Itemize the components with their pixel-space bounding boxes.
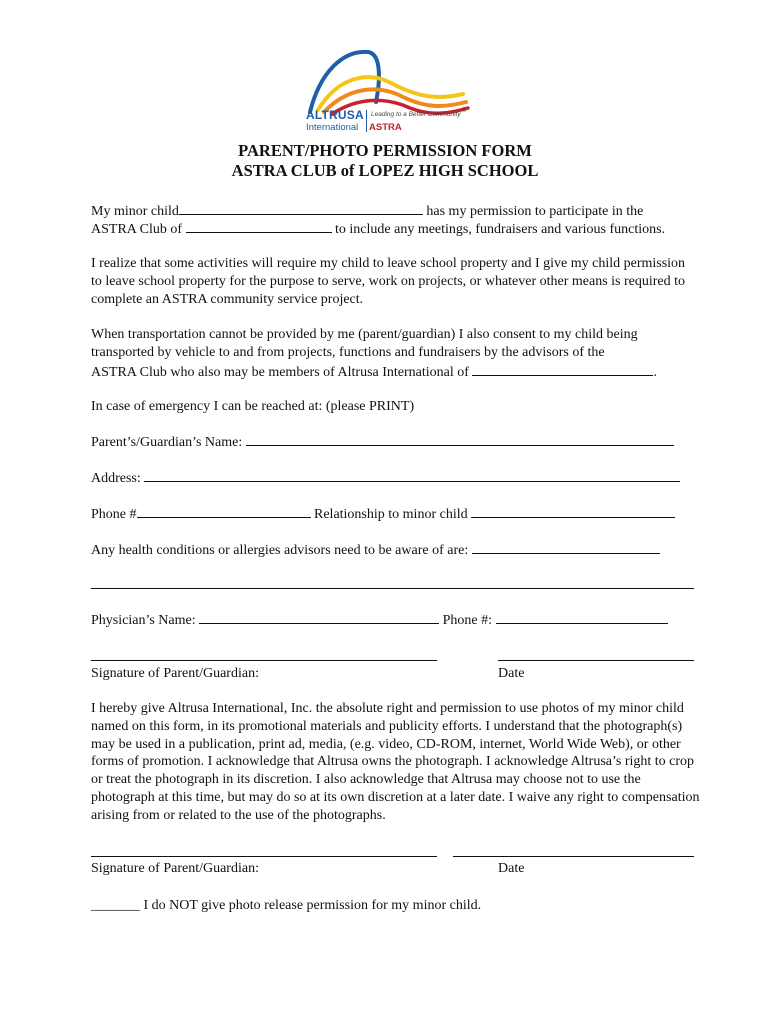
date-line-1[interactable] — [498, 660, 694, 661]
logo-registered-mark: ® — [462, 108, 467, 114]
date-label-2: Date — [498, 861, 525, 876]
opt-out-text: I do NOT give photo release permission for my minor child. — [140, 898, 482, 913]
altrusa-international-of-label: ASTRA Club who also may be members of Altrusa International of — [91, 365, 473, 380]
health-field-continued[interactable] — [91, 588, 694, 589]
health-row — [91, 540, 660, 560]
logo-subtitle: International — [306, 122, 359, 133]
address-label: Address: — [91, 471, 145, 486]
relationship-field[interactable] — [471, 504, 675, 518]
guardian-name-field[interactable] — [246, 432, 674, 446]
address-field[interactable] — [144, 468, 680, 482]
transport-period: . — [653, 365, 657, 380]
opt-out-initials-field[interactable]: _______ — [91, 898, 140, 913]
minor-child-label: My minor child — [91, 204, 179, 219]
emergency-label: In case of emergency I can be reached at: (please PRINT) — [91, 399, 415, 414]
altrusa-city-field[interactable] — [472, 362, 653, 376]
logo-tagline: Leading to a Better Community — [371, 111, 461, 118]
logo-divider — [366, 110, 367, 132]
physician-name-field[interactable] — [199, 610, 439, 624]
signature-label-1: Signature of Parent/Guardian: — [91, 666, 259, 681]
date-label-1: Date — [498, 666, 525, 681]
astra-club-of-label: ASTRA Club of — [91, 222, 186, 237]
relationship-label: Relationship to minor child — [310, 507, 472, 522]
phone-row — [91, 504, 675, 524]
transport-line-2: transported by vehicle to and from projects, functions and fundraisers by the advisors of the — [91, 345, 605, 360]
transport-line-1: When transportation cannot be provided by me (parent/guardian) I also consent to my child being — [91, 327, 638, 342]
form-subtitle: ASTRA CLUB of LOPEZ HIGH SCHOOL — [231, 161, 539, 180]
astra-club-city-field[interactable] — [186, 219, 332, 233]
physician-phone-field[interactable] — [496, 610, 668, 624]
participate-text: has my permission to participate in the — [422, 204, 644, 219]
guardian-name-label: Parent’s/Guardian’s Name: — [91, 435, 246, 450]
signature-label-2: Signature of Parent/Guardian: — [91, 861, 259, 876]
phone-label: Phone # — [91, 507, 137, 522]
logo-astra: ASTRA — [369, 122, 402, 133]
form-title: PARENT/PHOTO PERMISSION FORM — [238, 141, 532, 160]
signature-line-1[interactable] — [91, 660, 437, 661]
transport-line-3 — [91, 362, 657, 382]
physician-phone-label: Phone #: — [439, 613, 496, 628]
phone-field[interactable] — [137, 504, 311, 518]
include-meetings-text: to include any meetings, fundraisers and various functions. — [331, 222, 666, 237]
date-line-2[interactable] — [453, 856, 694, 857]
guardian-name-row — [91, 432, 674, 452]
opt-out-row — [91, 897, 481, 915]
photo-release-paragraph: I hereby give Altrusa International, Inc. the absolute right and permission to use photos of my minor child named on this form, in its promotional materials and publicity efforts. I understand that the photograph(s) may be used in a publication, print ad, media, (e.g. video, CD-ROM, internet, World Wide Web), or other forms of promotion. I acknowledge that Altrusa owns the photograph. I acknowledge Altrusa’s right to crop or treat the photograph in its discretion. I also acknowledge that Altrusa may choose not to use the photograph at this time, but may do so at its own discretion at a later date. I waive any right to compensation arising from or related to the use of the photographs. — [91, 701, 700, 823]
physician-row — [91, 610, 668, 630]
realize-paragraph: I realize that some activities will require my child to leave school property and I give my child permission to leave school property for the purpose to serve, work on projects, or whatever other means is required to complete an ASTRA community service project. — [91, 256, 686, 307]
physician-name-label: Physician’s Name: — [91, 613, 200, 628]
signature-line-2[interactable] — [91, 856, 437, 857]
health-field[interactable] — [472, 540, 660, 554]
intro-line-1 — [91, 201, 643, 221]
address-row — [91, 468, 680, 488]
health-label: Any health conditions or allergies advisors need to be aware of are: — [91, 543, 472, 558]
logo-wordmark: ALTRUSA — [306, 108, 364, 122]
intro-line-2 — [91, 219, 665, 239]
minor-child-field[interactable] — [179, 201, 423, 215]
